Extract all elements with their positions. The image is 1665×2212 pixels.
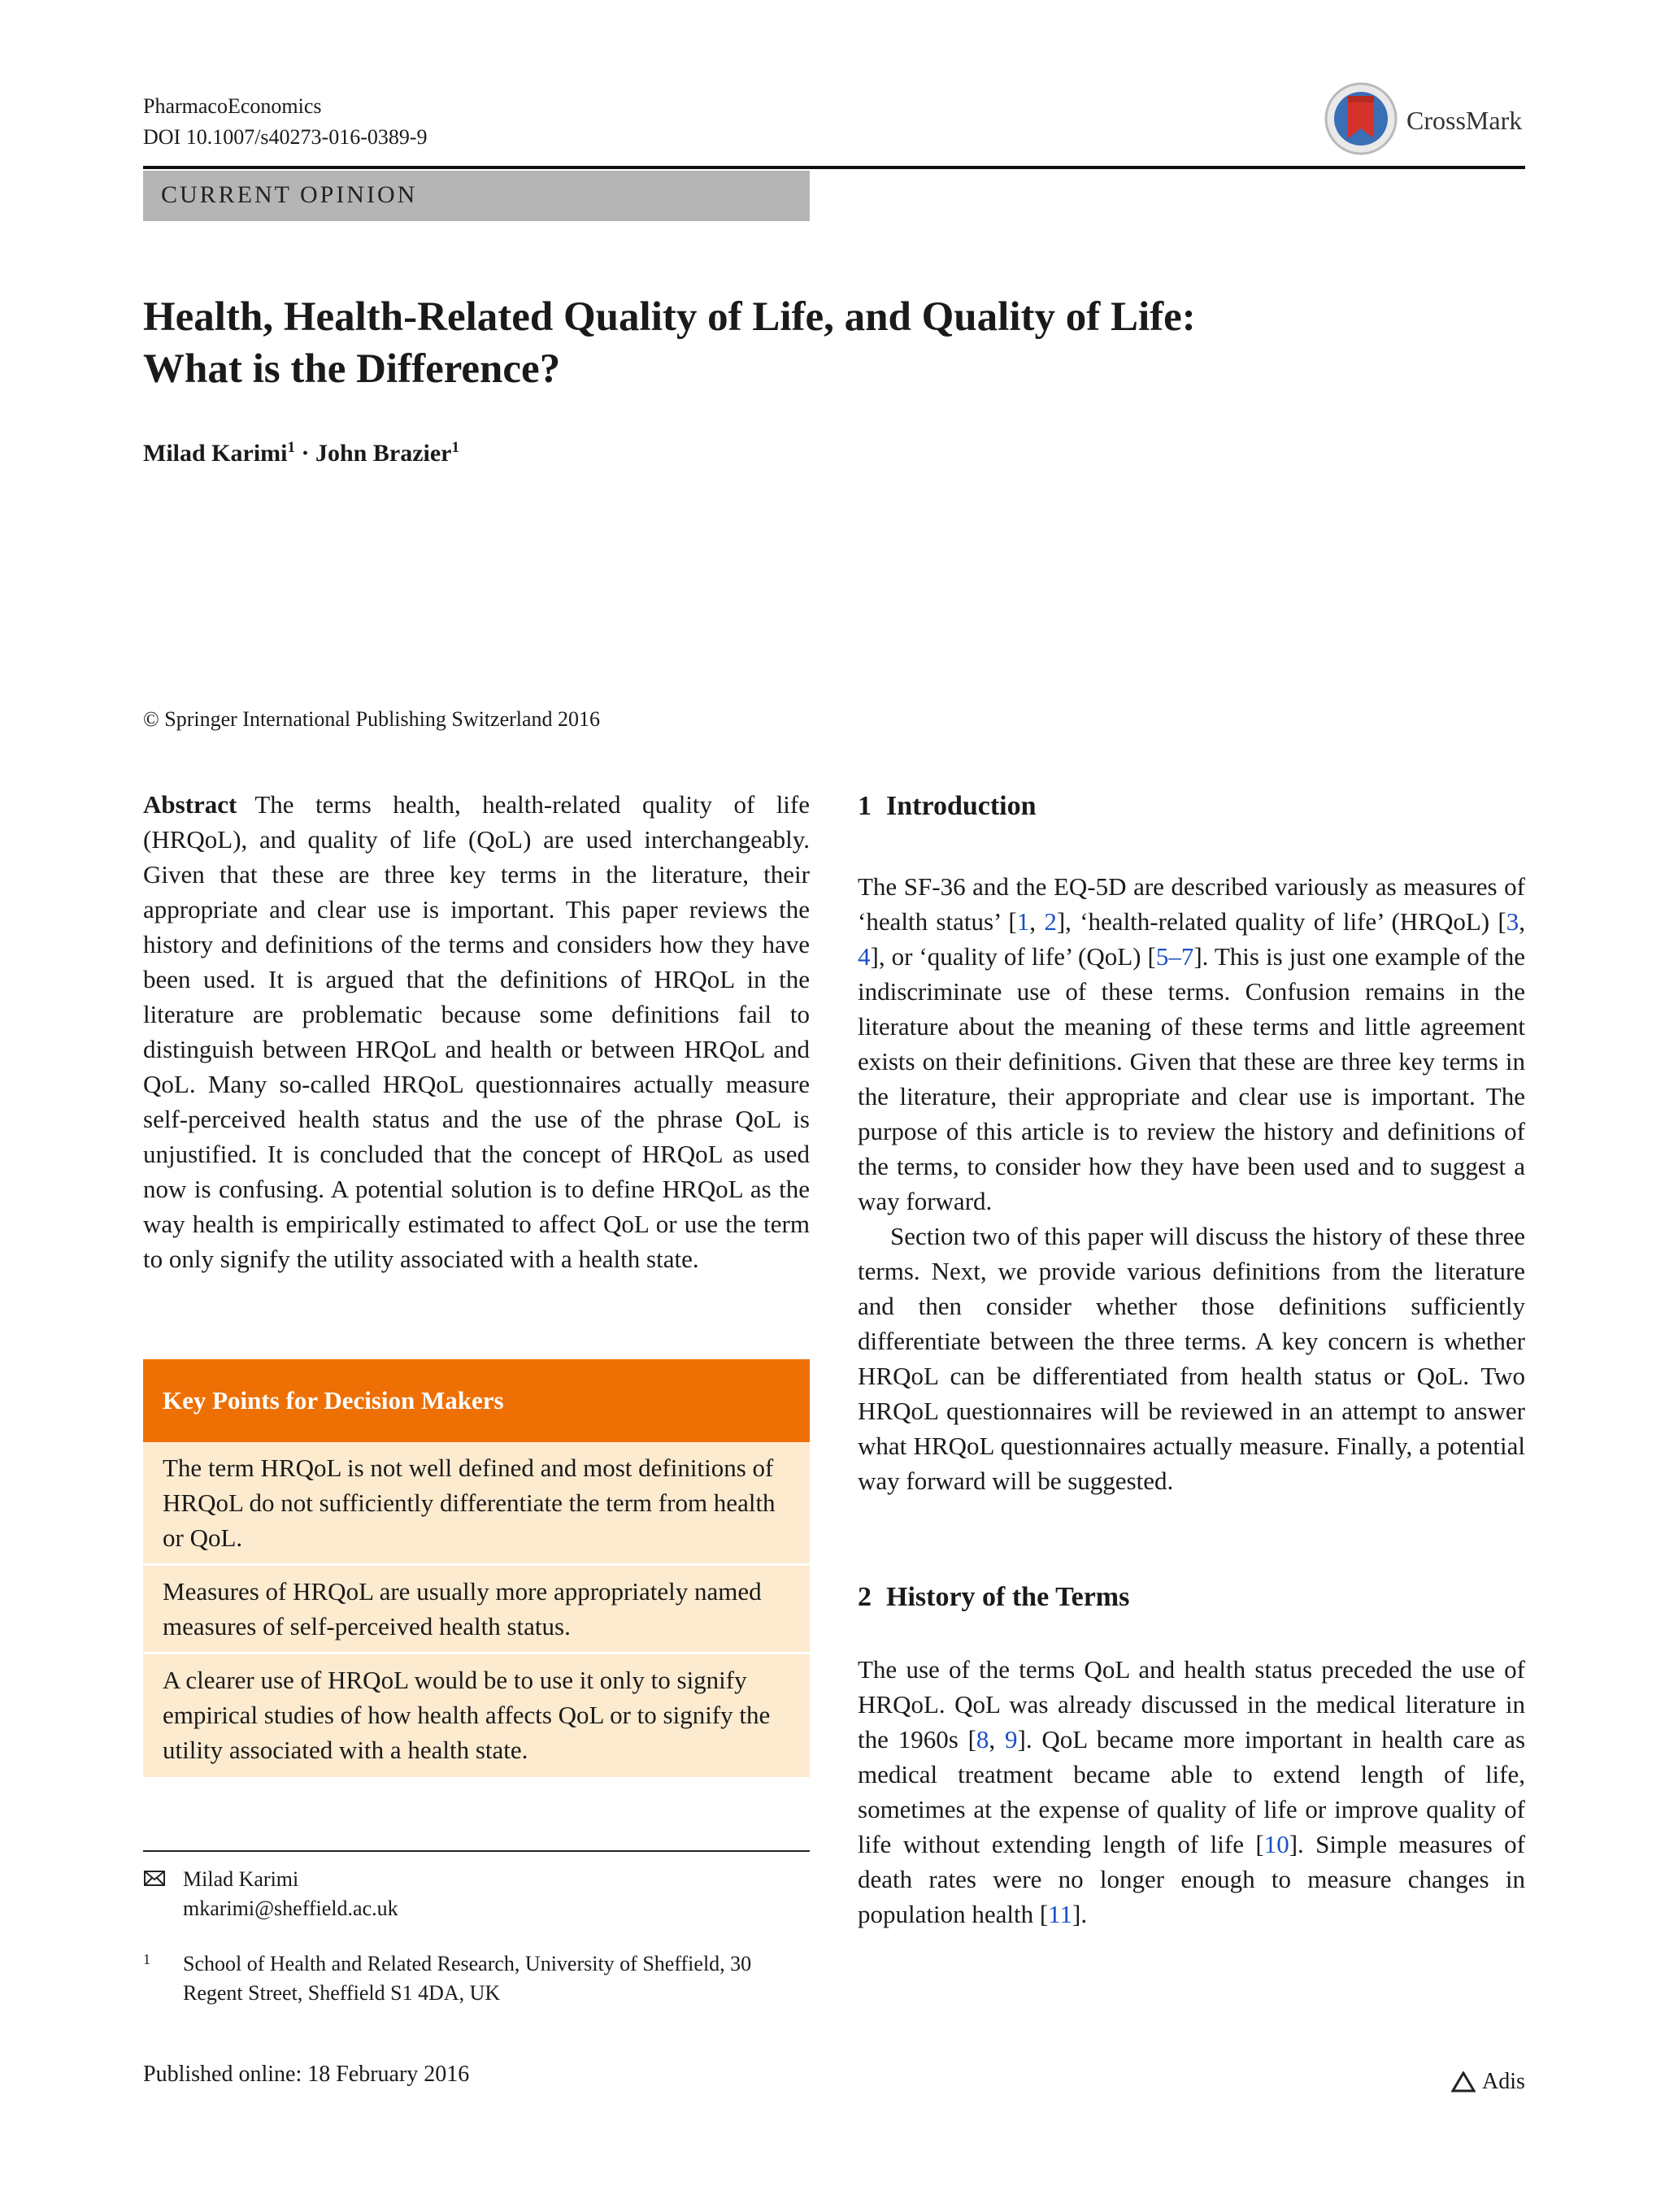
citation-link[interactable]: 2	[1044, 907, 1057, 936]
intro-paragraph-2: Section two of this paper will discuss the history of these three terms. Next, we provide various definitions from the literature and then consider whether those definitions sufficiently differentiate between the three terms. A key concern is whether HRQoL can be differentiated from health status or QoL. Two HRQoL questionnaires will be reviewed in an attempt to answer what HRQoL questionnaires actually measure. Finally, a potential way forward will be suggested.	[858, 1222, 1525, 1495]
author-name[interactable]: Milad Karimi	[143, 440, 288, 467]
abstract-section	[143, 787, 810, 1276]
affiliation-marker: 1	[287, 439, 295, 456]
text-run: ,	[1519, 907, 1526, 936]
author-name[interactable]: John Brazier	[315, 440, 452, 467]
author-separator: ·	[294, 440, 315, 467]
article-title	[143, 291, 1525, 395]
text-run: ]. QoL became more important in health care as medical treatment became able to extend length of life, sometimes at the expense of quality of life or improve quality of life without extending length of life [	[858, 1725, 1526, 1858]
section-number: 2	[858, 1582, 872, 1612]
key-point-item: The term HRQoL is not well defined and most definitions of HRQoL do not sufficiently differentiate the term from health or QoL.	[143, 1442, 810, 1566]
section-title: Introduction	[886, 791, 1037, 821]
author-email[interactable]: mkarimi@sheffield.ac.uk	[183, 1897, 398, 1920]
citation-link[interactable]: 11	[1048, 1900, 1073, 1928]
section-title: History of the Terms	[886, 1582, 1130, 1612]
key-point-item: A clearer use of HRQoL would be to use it only to signify empirical studies of how health affects QoL or to signify the utility associated with a health state.	[163, 1666, 771, 1764]
article-type: CURRENT OPINION	[161, 181, 418, 208]
text-run: ]. Simple measures of death rates were no longer enough to measure changes in population health [	[858, 1830, 1525, 1928]
crossmark-icon	[1324, 81, 1398, 156]
affiliation-text: School of Health and Related Research, University of Sheffield, 30 Regent Street, Sheffield S1 4DA, UK	[183, 1952, 752, 2005]
publisher-logo	[1451, 2069, 1525, 2095]
text-run: ,	[1029, 907, 1045, 936]
text-run: ,	[989, 1725, 1005, 1754]
title-line-2: What is the Difference?	[143, 346, 561, 392]
journal-header	[143, 91, 428, 153]
text-run: The SF-36 and the EQ-5D are described variously as measures of ‘health status’ [	[858, 872, 1525, 936]
section-heading-history	[858, 1580, 1525, 1614]
citation-link[interactable]: 9	[1005, 1725, 1018, 1754]
affiliation-number: 1	[143, 1951, 150, 1967]
doi[interactable]: DOI 10.1007/s40273-016-0389-9	[143, 125, 428, 149]
article-type-band	[143, 171, 810, 221]
publisher-name: Adis	[1482, 2069, 1525, 2094]
text-run: ], ‘health-related quality of life’ (HRQoL) [	[1056, 907, 1506, 936]
history-paragraph-1	[858, 1652, 1525, 1932]
title-line-1: Health, Health-Related Quality of Life, and Quality of Life:	[143, 294, 1196, 340]
header-rule	[143, 166, 1525, 169]
author-list	[143, 439, 459, 467]
key-points-title: Key Points for Decision Makers	[143, 1359, 810, 1442]
published-date: Published online: 18 February 2016	[143, 2062, 470, 2087]
key-point-item: Measures of HRQoL are usually more appropriately named measures of self-perceived health status.	[143, 1566, 810, 1654]
citation-link[interactable]: 8	[976, 1725, 989, 1754]
body-right-column	[858, 787, 1525, 1932]
crossmark-label: CrossMark	[1406, 106, 1523, 135]
citation-link[interactable]: 10	[1263, 1830, 1289, 1858]
intro-paragraph-1	[858, 869, 1525, 1219]
corresponding-name: Milad Karimi	[183, 1867, 299, 1891]
corresponding-author	[143, 1865, 398, 1923]
section-number: 1	[858, 791, 872, 821]
citation-link[interactable]: 1	[1016, 907, 1030, 936]
text-run: ]. This is just one example of the indiscriminate use of these terms. Confusion remains in the literature about the meaning of these terms and little agreement exists on their definitions. Given that these are three key terms in the literature, their appropriate and clear use is important. The purpose of this article is to review the history and definitions of the terms, to consider how they have been used and to suggest a way forward.	[858, 942, 1525, 1215]
abstract-heading: Abstract	[143, 790, 237, 819]
copyright-notice: © Springer International Publishing Switzerland 2016	[143, 707, 601, 731]
footnote-rule	[143, 1850, 810, 1852]
adis-triangle-icon	[1451, 2071, 1476, 2092]
citation-link[interactable]: 4	[858, 942, 871, 971]
text-run: The use of the terms QoL and health status preceded the use of HRQoL. QoL was already discussed in the medical literature in the 1960s [	[858, 1655, 1525, 1754]
abstract-text: The terms health, health-related quality of life (HRQoL), and quality of life (QoL) are used interchangeably. Given that these are three key terms in the literature, their appropriate and clear use is important. This paper reviews the history and definitions of the terms and considers how they have been used. It is argued that the definitions of HRQoL in the literature are problematic because some definitions fail to distinguish between HRQoL and health or between HRQoL and QoL. Many so-called HRQoL questionnaires actually measure self-perceived health status and the use of the phrase QoL is unjustified. It is concluded that the concept of HRQoL as used now is confusing. A potential solution is to define HRQoL as the way health is empirically estimated to affect QoL or use the term to only signify the utility associated with a health state.	[143, 790, 810, 1273]
affiliation-marker: 1	[451, 439, 459, 456]
text-run: ].	[1072, 1900, 1088, 1928]
envelope-icon	[143, 1870, 167, 1888]
text-run: ], or ‘quality of life’ (QoL) [	[870, 942, 1156, 971]
section-heading-introduction	[858, 789, 1525, 824]
key-points-box	[143, 1359, 810, 1777]
citation-link[interactable]: 3	[1506, 907, 1519, 936]
journal-name: PharmacoEconomics	[143, 94, 322, 118]
crossmark-badge[interactable]	[1324, 81, 1525, 159]
affiliation-footnote	[143, 1949, 752, 2008]
citation-link[interactable]: 5–7	[1155, 942, 1194, 971]
